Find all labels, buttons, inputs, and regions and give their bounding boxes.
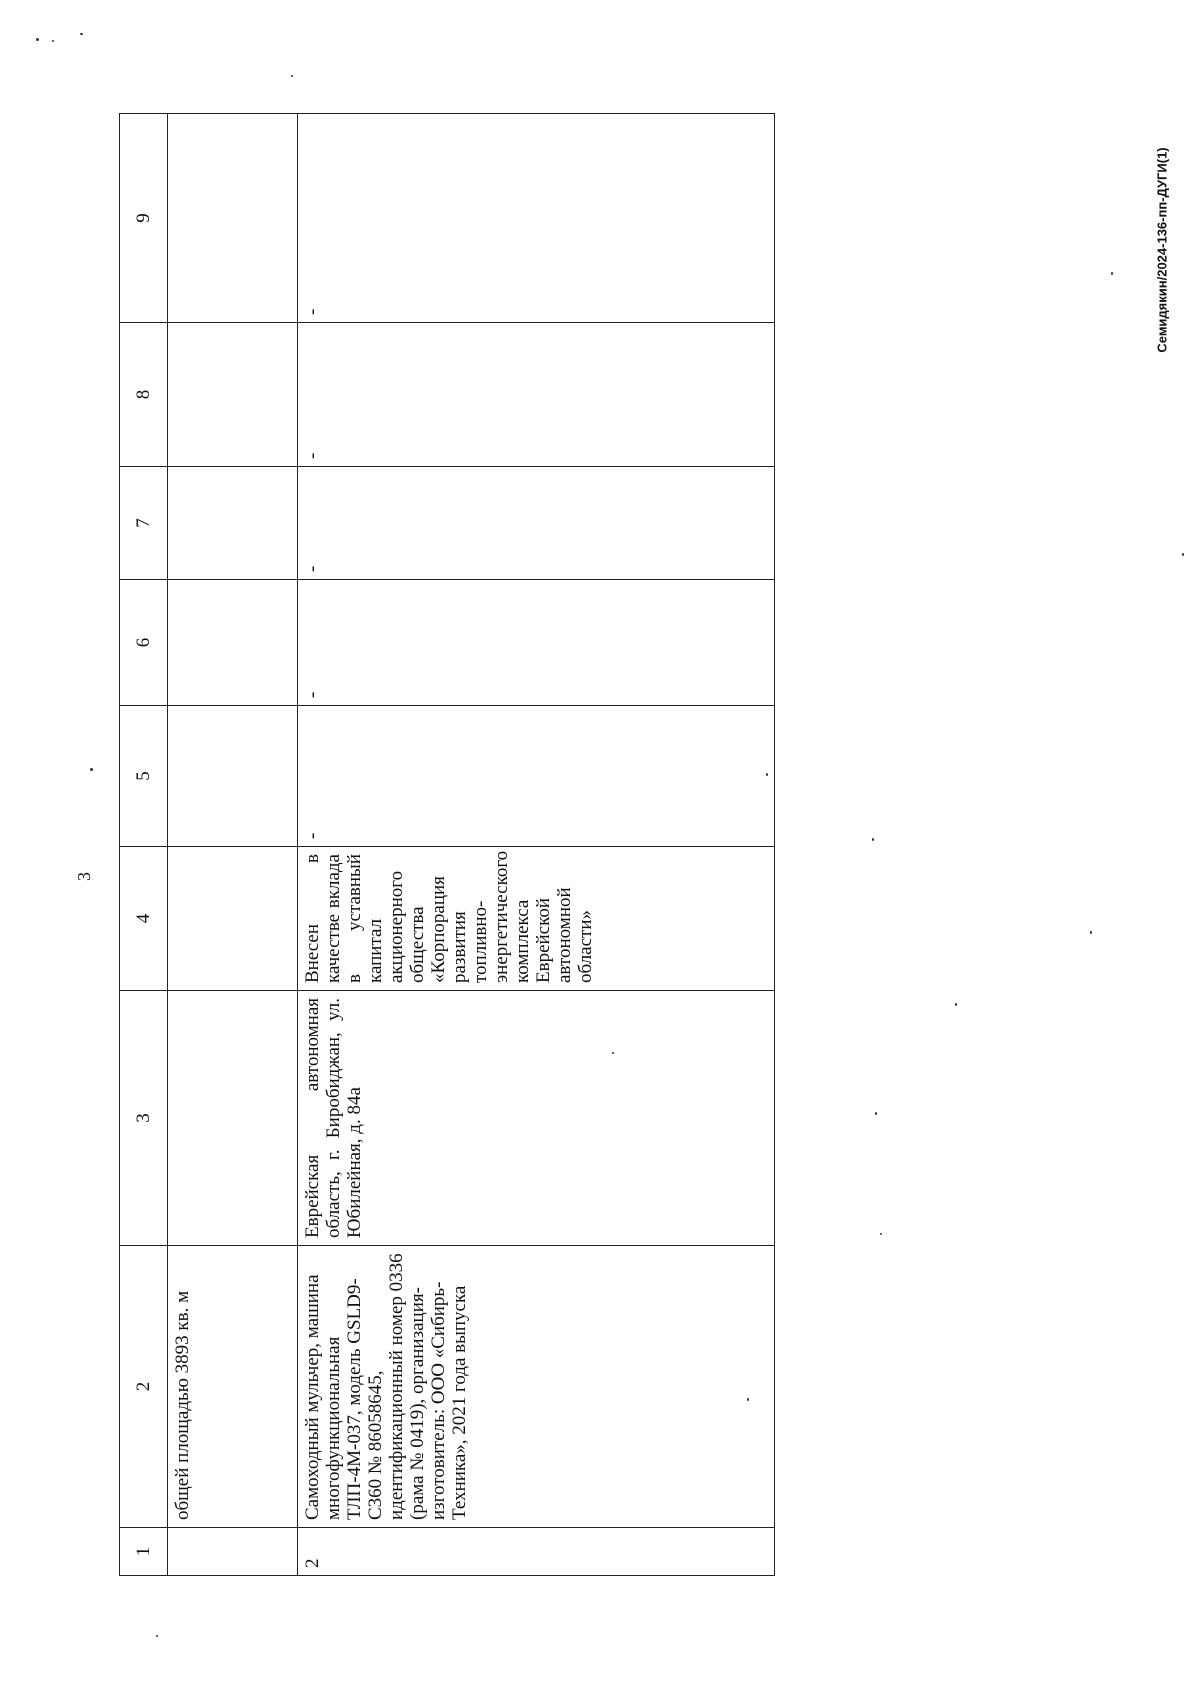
scan-speck [156, 1635, 158, 1637]
page-number: 3 [74, 872, 94, 881]
scan-speck [36, 38, 39, 41]
col5-cell: - [298, 706, 775, 847]
header-cell: 3 [120, 991, 168, 1246]
scan-speck [872, 838, 874, 841]
object-name-cell: общей площадью 3893 кв. м [168, 1246, 298, 1528]
header-cell: 9 [120, 114, 168, 323]
scan-speck [1090, 931, 1092, 934]
scan-speck [1111, 272, 1113, 275]
col6-cell [168, 580, 298, 706]
col7-cell [168, 467, 298, 580]
basis-cell [168, 847, 298, 991]
scan-speck [612, 1052, 614, 1054]
document-code: Семидякин/2024-136-пп-ДУГИ(1) [1154, 147, 1170, 353]
header-cell: 8 [120, 323, 168, 467]
header-cell: 1 [120, 1528, 168, 1576]
col8-cell [168, 323, 298, 467]
scan-speck [955, 1003, 957, 1006]
table-row [298, 114, 775, 1576]
object-name-cell: Самоходный мульчер, машина многофункциональная ТЛП-4М-037, модель GSLD9-C360 № 86058645, идентификационный номер 0336 (рама № 0419), организация-изготовитель: ООО «Сибирь-Техника», 2021 года выпуска [298, 1246, 775, 1528]
row-number-cell: 2 [298, 1528, 775, 1576]
property-table [119, 113, 775, 1576]
rotated-table-container [119, 114, 774, 1576]
table-row [168, 114, 298, 1576]
header-cell: 7 [120, 467, 168, 580]
header-cell: 6 [120, 580, 168, 706]
scan-speck [1182, 553, 1184, 556]
row-number-cell [168, 1528, 298, 1576]
col7-cell: - [298, 467, 775, 580]
header-cell: 5 [120, 706, 168, 847]
scan-speck [90, 768, 93, 771]
basis-cell: Внесен в качестве вклада в уставный капитал акционерного общества «Корпорация развития топливно-энергетического комплекса Еврейской автономной области» [298, 847, 775, 991]
scan-speck [291, 75, 293, 77]
scan-speck [80, 33, 83, 35]
scan-speck [747, 1398, 749, 1401]
col8-cell: - [298, 323, 775, 467]
location-cell: Еврейская автономная область, г. Биробиджан, ул. Юбилейная, д. 84а [298, 991, 775, 1246]
scan-speck [880, 1233, 882, 1235]
scan-speck [875, 1112, 877, 1115]
col5-cell [168, 706, 298, 847]
header-cell: 2 [120, 1246, 168, 1528]
header-cell: 4 [120, 847, 168, 991]
location-cell [168, 991, 298, 1246]
col6-cell: - [298, 580, 775, 706]
scan-speck [766, 773, 768, 776]
col9-cell: - [298, 114, 775, 323]
col9-cell [168, 114, 298, 323]
scan-speck [52, 40, 54, 42]
table-header-row [120, 114, 168, 1576]
